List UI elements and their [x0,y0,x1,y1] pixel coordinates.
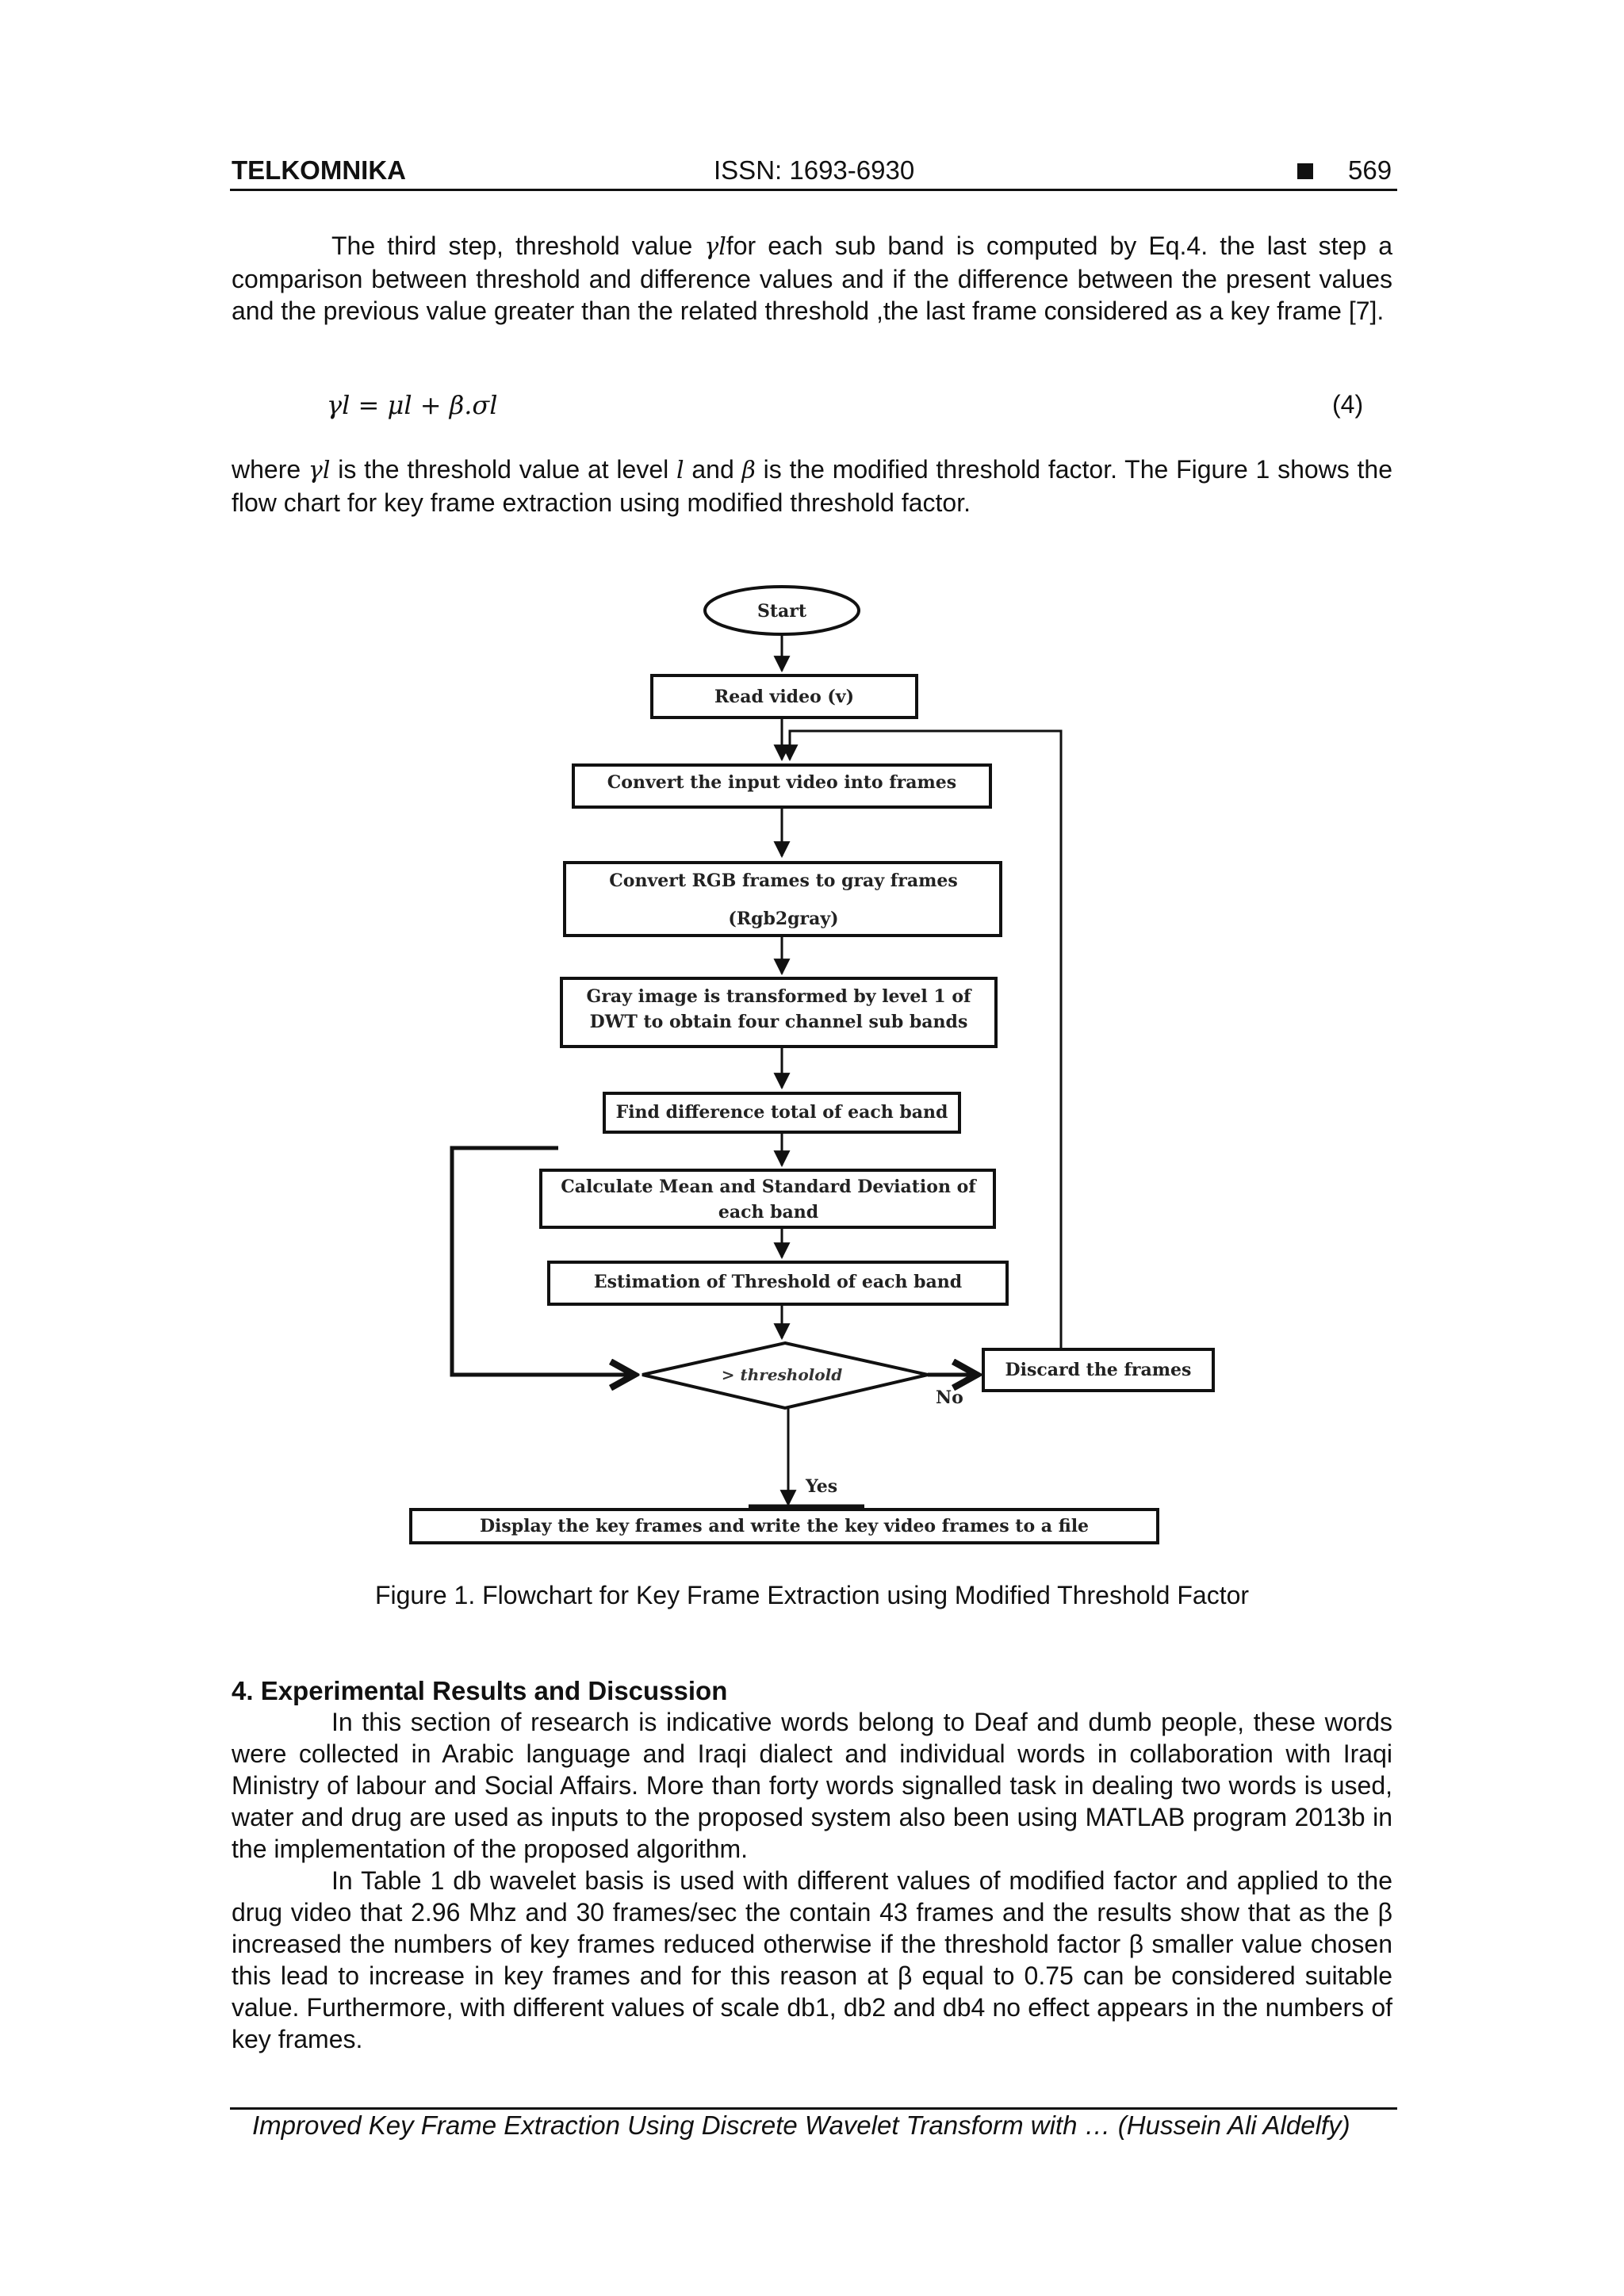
journal-name: TELKOMNIKA [232,155,406,185]
discard-label: Discard the frames [1005,1360,1192,1380]
read-video-label: Read video (v) [714,687,855,707]
intro-paragraph-2: where γl is the threshold value at level l and β is the modified threshold factor. The Figure 1 shows the flow chart for key frame extraction using modified threshold factor. [232,455,1393,517]
rgb2gray-label-1: Convert RGB frames to gray frames [609,871,958,891]
yes-label: Yes [806,1476,838,1497]
intro-paragraph-1: The third step, threshold value γlfor each sub band is computed by Eq.4. the last step a comparison between threshold and difference values and if the difference between the present values and the previous value greater than the related threshold ,the last frame considered as a key frame [7]. [232,232,1393,325]
equation-number: (4) [1332,390,1364,419]
estimate-threshold-label: Estimation of Threshold of each band [593,1272,963,1292]
start-label: Start [756,601,807,622]
footer-rule [230,2107,1397,2110]
difference-label: Find difference total of each band [615,1102,948,1123]
section-paragraph-1: In this section of research is indicative words belong to Deaf and dumb people, these words were collected in Arabic language and Iraqi dialect and individual words in collaboration with Iraqi Ministry of labour and Social Affairs. More than forty words signalled task in dealing two words is used, water and drug are used as inputs to the proposed system also been using MATLAB program 2013b in the implementation of the proposed algorithm. [232,1708,1392,1863]
section-paragraph-2: In Table 1 db wavelet basis is used with different values of modified factor and applied to the drug video that 2.96 Mhz and 30 frames/sec the contain 43 frames and the results show that as the β increased the numbers of key frames reduced otherwise if the threshold factor β smaller value chosen this lead to increase in key frames and for this reason at β equal to 0.75 can be considered suitable value. Furthermore, with different values of scale db1, db2 and db4 no effect appears in the numbers of key frames. [232,1866,1392,2053]
no-label: No [936,1387,963,1408]
issn: ISSN: 1693-6930 [714,155,915,185]
display-label: Display the key frames and write the key video frames to a file [479,1516,1090,1536]
page-number: 569 [1348,155,1392,185]
mean-std-label-2: each band [718,1202,819,1223]
mean-std-label-1: Calculate Mean and Standard Deviation of [561,1177,976,1197]
equation-4: γl = μl + β.σl [327,390,498,420]
convert-frames-label: Convert the input video into frames [607,772,957,793]
section-title: 4. Experimental Results and Discussion [232,1676,728,1705]
dwt-label-2: DWT to obtain four channel sub bands [589,1012,968,1032]
rgb2gray-label-2: (Rgb2gray) [728,909,839,929]
figure-caption: Figure 1. Flowchart for Key Frame Extraction using Modified Threshold Factor [374,1581,1250,1609]
decision-label: > thresholold [721,1365,843,1384]
running-footer: Improved Key Frame Extraction Using Discrete Wavelet Transform with … (Hussein Ali Aldelfy) [252,2110,1350,2140]
dwt-label-1: Gray image is transformed by level 1 of [586,986,971,1007]
